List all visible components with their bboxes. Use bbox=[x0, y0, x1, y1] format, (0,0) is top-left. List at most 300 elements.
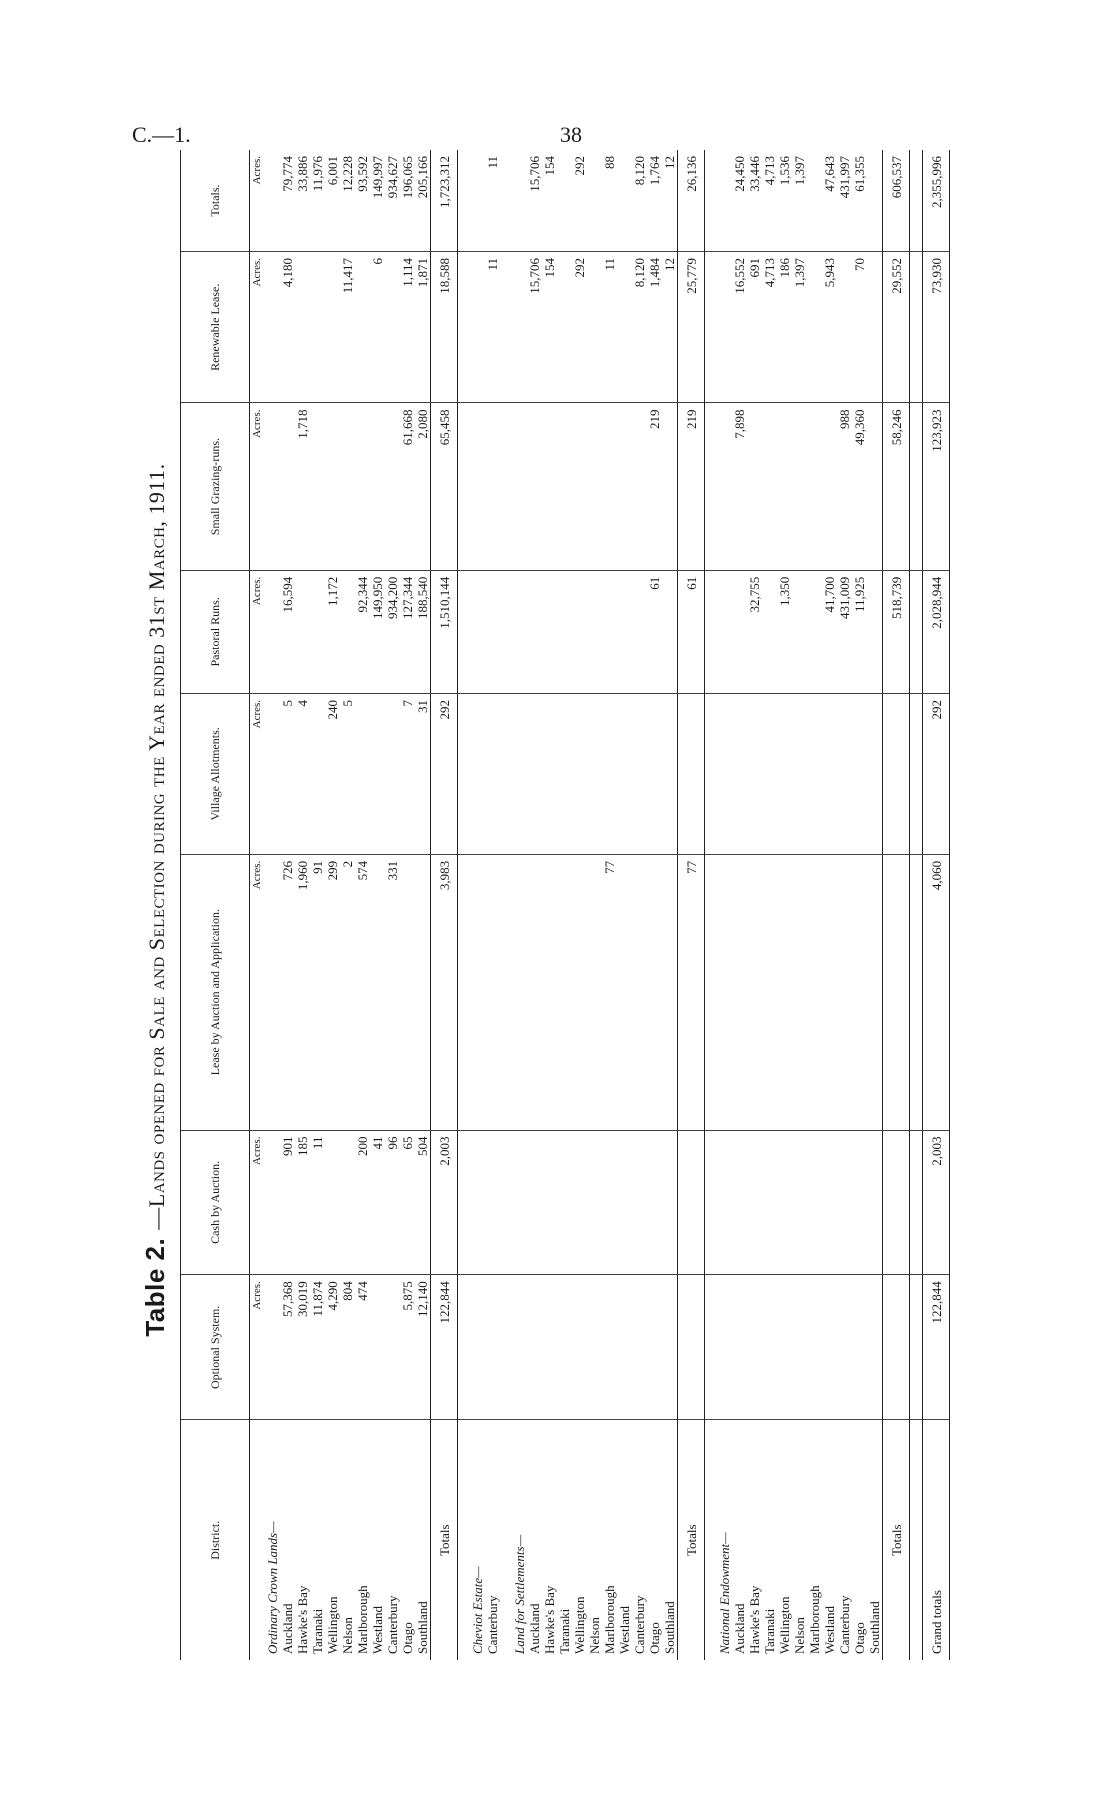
value-cell bbox=[572, 570, 587, 693]
value-cell bbox=[310, 693, 325, 854]
value-cell: 726 bbox=[280, 854, 295, 1130]
district-name: Marlborough bbox=[807, 1585, 822, 1654]
value-cell: 11,976 bbox=[310, 150, 325, 252]
value-cell: 2,080 bbox=[415, 403, 431, 570]
value-cell: 61,668 bbox=[400, 403, 415, 570]
value-cell bbox=[572, 1275, 587, 1420]
totals-value bbox=[678, 693, 705, 854]
value-cell: 474 bbox=[355, 1275, 370, 1420]
value-cell bbox=[792, 403, 807, 570]
district-name: Westland bbox=[617, 1605, 632, 1654]
grand-totals-label: Grand totals bbox=[923, 1420, 950, 1660]
grand-totals-value: 122,844 bbox=[923, 1275, 950, 1420]
value-cell: 16,552 bbox=[732, 252, 747, 403]
spacer-row bbox=[458, 150, 471, 1660]
value-cell bbox=[777, 1130, 792, 1275]
value-cell bbox=[747, 1130, 762, 1275]
value-cell: 12,228 bbox=[340, 150, 355, 252]
value-cell bbox=[340, 570, 355, 693]
empty-cell bbox=[458, 252, 471, 403]
column-header: Optional System. bbox=[181, 1275, 250, 1420]
table-row bbox=[807, 150, 822, 1660]
value-cell: 7 bbox=[400, 693, 415, 854]
district-name: Southland bbox=[415, 1601, 430, 1654]
value-cell: 186 bbox=[777, 252, 792, 403]
value-cell: 47,643 bbox=[822, 150, 837, 252]
value-cell bbox=[617, 1130, 632, 1275]
value-cell bbox=[557, 693, 572, 854]
header-row bbox=[181, 150, 250, 1660]
value-cell bbox=[837, 1130, 852, 1275]
value-cell bbox=[632, 403, 647, 570]
value-cell bbox=[542, 693, 557, 854]
units-label: Acres. bbox=[250, 403, 266, 570]
value-cell bbox=[602, 570, 617, 693]
empty-cell bbox=[265, 403, 280, 570]
totals-row bbox=[431, 150, 458, 1660]
empty-cell bbox=[470, 150, 485, 252]
district-name: Westland bbox=[822, 1605, 837, 1654]
value-cell: 6 bbox=[370, 252, 385, 403]
section-heading-row bbox=[717, 150, 732, 1660]
value-cell: 5,875 bbox=[400, 1275, 415, 1420]
value-cell: 1,397 bbox=[792, 252, 807, 403]
units-row bbox=[250, 150, 266, 1660]
value-cell bbox=[587, 150, 602, 252]
value-cell bbox=[807, 570, 822, 693]
value-cell bbox=[792, 854, 807, 1130]
column-header: Renewable Lease. bbox=[181, 252, 250, 403]
table-row bbox=[572, 150, 587, 1660]
value-cell: 1,960 bbox=[295, 854, 310, 1130]
value-cell: 219 bbox=[647, 403, 662, 570]
table-row bbox=[587, 150, 602, 1660]
value-cell bbox=[617, 570, 632, 693]
table-row bbox=[370, 150, 385, 1660]
value-cell bbox=[662, 1130, 678, 1275]
empty-cell bbox=[512, 1275, 527, 1420]
value-cell: 691 bbox=[747, 252, 762, 403]
district-name: Taranaki bbox=[557, 1608, 572, 1654]
empty-cell bbox=[512, 693, 527, 854]
value-cell bbox=[295, 252, 310, 403]
value-cell bbox=[762, 570, 777, 693]
empty-cell bbox=[705, 1275, 718, 1420]
value-cell bbox=[632, 570, 647, 693]
value-cell bbox=[852, 1130, 867, 1275]
value-cell bbox=[867, 150, 883, 252]
value-cell bbox=[340, 403, 355, 570]
table-title bbox=[140, 160, 180, 1640]
empty-cell bbox=[470, 252, 485, 403]
empty-cell bbox=[265, 854, 280, 1130]
value-cell bbox=[310, 570, 325, 693]
empty-cell bbox=[910, 570, 923, 693]
table-row bbox=[385, 150, 400, 1660]
value-cell bbox=[485, 1275, 500, 1420]
empty-cell bbox=[500, 1275, 512, 1420]
totals-value: 29,552 bbox=[883, 252, 910, 403]
totals-value: 1,510,144 bbox=[431, 570, 458, 693]
empty-cell bbox=[470, 693, 485, 854]
totals-value: 77 bbox=[678, 854, 705, 1130]
value-cell: 11,925 bbox=[852, 570, 867, 693]
table-row bbox=[837, 150, 852, 1660]
section-heading-row bbox=[265, 150, 280, 1660]
value-cell: 15,706 bbox=[527, 252, 542, 403]
value-cell bbox=[295, 570, 310, 693]
value-cell: 149,997 bbox=[370, 150, 385, 252]
totals-value: 292 bbox=[431, 693, 458, 854]
value-cell bbox=[587, 252, 602, 403]
value-cell: 31 bbox=[415, 693, 431, 854]
value-cell bbox=[807, 150, 822, 252]
empty-cell bbox=[500, 570, 512, 693]
empty-cell bbox=[470, 854, 485, 1130]
value-cell bbox=[792, 1130, 807, 1275]
value-cell bbox=[807, 1130, 822, 1275]
empty-cell bbox=[265, 570, 280, 693]
district-name: Wellington bbox=[325, 1596, 340, 1654]
empty-cell bbox=[717, 693, 732, 854]
value-cell: 431,997 bbox=[837, 150, 852, 252]
value-cell: 5 bbox=[280, 693, 295, 854]
empty-cell bbox=[470, 570, 485, 693]
value-cell bbox=[867, 570, 883, 693]
table-row bbox=[602, 150, 617, 1660]
value-cell bbox=[617, 1275, 632, 1420]
value-cell bbox=[485, 693, 500, 854]
totals-label: Totals bbox=[678, 1420, 705, 1660]
value-cell bbox=[385, 693, 400, 854]
value-cell bbox=[662, 854, 678, 1130]
district-name: Southland bbox=[867, 1601, 882, 1654]
value-cell bbox=[732, 1130, 747, 1275]
district-name: Otago bbox=[647, 1622, 662, 1654]
table-row bbox=[852, 150, 867, 1660]
totals-label: Totals bbox=[431, 1420, 458, 1660]
units-label: Acres. bbox=[250, 570, 266, 693]
totals-value: 122,844 bbox=[431, 1275, 458, 1420]
value-cell bbox=[617, 403, 632, 570]
value-cell: 1,484 bbox=[647, 252, 662, 403]
value-cell: 30,019 bbox=[295, 1275, 310, 1420]
district-name: Taranaki bbox=[762, 1608, 777, 1654]
empty-cell bbox=[910, 1275, 923, 1420]
value-cell: 331 bbox=[385, 854, 400, 1130]
value-cell: 4,290 bbox=[325, 1275, 340, 1420]
spacer-row bbox=[705, 150, 718, 1660]
empty-cell bbox=[705, 693, 718, 854]
value-cell bbox=[807, 403, 822, 570]
empty-cell bbox=[458, 403, 471, 570]
value-cell bbox=[557, 570, 572, 693]
value-cell: 1,718 bbox=[295, 403, 310, 570]
empty-cell bbox=[717, 1130, 732, 1275]
value-cell bbox=[385, 252, 400, 403]
empty-cell bbox=[910, 1130, 923, 1275]
empty-cell bbox=[717, 403, 732, 570]
value-cell bbox=[415, 854, 431, 1130]
value-cell bbox=[587, 854, 602, 1130]
value-cell: 57,368 bbox=[280, 1275, 295, 1420]
value-cell bbox=[527, 1130, 542, 1275]
totals-value bbox=[883, 693, 910, 854]
grand-totals-value: 2,355,996 bbox=[923, 150, 950, 252]
value-cell bbox=[867, 1130, 883, 1275]
value-cell: 292 bbox=[572, 252, 587, 403]
value-cell: 33,886 bbox=[295, 150, 310, 252]
value-cell bbox=[542, 570, 557, 693]
totals-value: 219 bbox=[678, 403, 705, 570]
value-cell bbox=[822, 1130, 837, 1275]
page-reference: C.—1. bbox=[132, 122, 191, 147]
section-heading: Cheviot Estate— bbox=[470, 1566, 485, 1654]
totals-row bbox=[883, 150, 910, 1660]
value-cell bbox=[852, 693, 867, 854]
empty-cell bbox=[512, 570, 527, 693]
district-name: Canterbury bbox=[385, 1595, 400, 1654]
value-cell bbox=[807, 854, 822, 1130]
value-cell bbox=[792, 693, 807, 854]
district-name: Canterbury bbox=[837, 1595, 852, 1654]
grand-totals-value: 123,923 bbox=[923, 403, 950, 570]
table-row bbox=[822, 150, 837, 1660]
value-cell bbox=[747, 403, 762, 570]
value-cell bbox=[485, 854, 500, 1130]
column-header: Totals. bbox=[181, 150, 250, 252]
value-cell: 292 bbox=[572, 150, 587, 252]
value-cell bbox=[602, 1275, 617, 1420]
district-name: Nelson bbox=[340, 1617, 355, 1654]
value-cell bbox=[370, 403, 385, 570]
value-cell bbox=[355, 252, 370, 403]
district-name: Nelson bbox=[587, 1617, 602, 1654]
value-cell bbox=[370, 693, 385, 854]
district-name: Canterbury bbox=[485, 1595, 500, 1654]
value-cell bbox=[385, 403, 400, 570]
value-cell bbox=[662, 403, 678, 570]
empty-cell bbox=[458, 854, 471, 1130]
empty-cell bbox=[512, 252, 527, 403]
table-description: —Lands opened for Sale and Selection during the Year ended 31st March, 1911. bbox=[144, 463, 169, 1230]
value-cell: 12 bbox=[662, 150, 678, 252]
table-row bbox=[340, 150, 355, 1660]
totals-value: 65,458 bbox=[431, 403, 458, 570]
units-label: Acres. bbox=[250, 1275, 266, 1420]
empty-cell bbox=[910, 854, 923, 1130]
grand-totals-value: 292 bbox=[923, 693, 950, 854]
table-row bbox=[280, 150, 295, 1660]
empty-cell bbox=[910, 252, 923, 403]
value-cell bbox=[557, 403, 572, 570]
empty-cell bbox=[910, 1420, 923, 1660]
value-cell bbox=[587, 693, 602, 854]
value-cell: 65 bbox=[400, 1130, 415, 1275]
value-cell: 1,871 bbox=[415, 252, 431, 403]
value-cell bbox=[325, 252, 340, 403]
totals-value: 3,983 bbox=[431, 854, 458, 1130]
table-row bbox=[415, 150, 431, 1660]
district-name: Marlborough bbox=[602, 1585, 617, 1654]
empty-cell bbox=[500, 693, 512, 854]
column-header: Village Allotments. bbox=[181, 693, 250, 854]
totals-value: 61 bbox=[678, 570, 705, 693]
table-row bbox=[325, 150, 340, 1660]
value-cell: 5 bbox=[340, 693, 355, 854]
value-cell: 11 bbox=[602, 252, 617, 403]
value-cell: 12,140 bbox=[415, 1275, 431, 1420]
value-cell bbox=[647, 693, 662, 854]
value-cell bbox=[732, 854, 747, 1130]
empty-cell bbox=[470, 1275, 485, 1420]
empty-cell bbox=[705, 570, 718, 693]
district-name: Hawke's Bay bbox=[542, 1585, 557, 1654]
value-cell: 1,350 bbox=[777, 570, 792, 693]
totals-row bbox=[678, 150, 705, 1660]
units-label: Acres. bbox=[250, 252, 266, 403]
value-cell bbox=[385, 1275, 400, 1420]
empty-cell bbox=[705, 854, 718, 1130]
empty-cell bbox=[910, 693, 923, 854]
value-cell bbox=[822, 854, 837, 1130]
value-cell bbox=[325, 1130, 340, 1275]
value-cell: 188,540 bbox=[415, 570, 431, 693]
value-cell bbox=[632, 1275, 647, 1420]
value-cell bbox=[762, 693, 777, 854]
value-cell: 240 bbox=[325, 693, 340, 854]
totals-label: Totals bbox=[883, 1420, 910, 1660]
value-cell bbox=[310, 403, 325, 570]
district-name: Otago bbox=[400, 1622, 415, 1654]
column-header-district: District. bbox=[181, 1420, 250, 1660]
value-cell bbox=[485, 403, 500, 570]
value-cell: 205,166 bbox=[415, 150, 431, 252]
empty-cell bbox=[705, 150, 718, 252]
empty-cell bbox=[500, 150, 512, 252]
value-cell: 41,700 bbox=[822, 570, 837, 693]
empty-cell bbox=[265, 693, 280, 854]
totals-value: 606,537 bbox=[883, 150, 910, 252]
value-cell bbox=[662, 570, 678, 693]
table-body bbox=[250, 150, 950, 1660]
value-cell bbox=[310, 252, 325, 403]
value-cell bbox=[762, 1130, 777, 1275]
value-cell: 61 bbox=[647, 570, 662, 693]
value-cell: 79,774 bbox=[280, 150, 295, 252]
empty-cell bbox=[458, 570, 471, 693]
value-cell bbox=[822, 403, 837, 570]
district-name: Wellington bbox=[572, 1596, 587, 1654]
district-name: Auckland bbox=[732, 1603, 747, 1654]
value-cell bbox=[587, 570, 602, 693]
value-cell: 61,355 bbox=[852, 150, 867, 252]
district-name: Hawke's Bay bbox=[295, 1585, 310, 1654]
district-name: Auckland bbox=[527, 1603, 542, 1654]
value-cell bbox=[542, 1275, 557, 1420]
section-heading-row bbox=[470, 150, 485, 1660]
table-row bbox=[762, 150, 777, 1660]
column-header: Small Grazing-runs. bbox=[181, 403, 250, 570]
value-cell bbox=[370, 1275, 385, 1420]
value-cell bbox=[662, 693, 678, 854]
value-cell bbox=[527, 570, 542, 693]
totals-value bbox=[883, 1130, 910, 1275]
value-cell: 196,065 bbox=[400, 150, 415, 252]
value-cell bbox=[837, 252, 852, 403]
value-cell bbox=[662, 1275, 678, 1420]
page-number: 38 bbox=[560, 122, 582, 147]
table-row bbox=[355, 150, 370, 1660]
value-cell bbox=[747, 854, 762, 1130]
units-spacer bbox=[250, 1420, 266, 1660]
value-cell bbox=[280, 403, 295, 570]
value-cell bbox=[807, 252, 822, 403]
value-cell bbox=[762, 403, 777, 570]
value-cell: 8,120 bbox=[632, 150, 647, 252]
value-cell: 11,874 bbox=[310, 1275, 325, 1420]
empty-cell bbox=[910, 150, 923, 252]
value-cell: 93,592 bbox=[355, 150, 370, 252]
totals-value bbox=[883, 1275, 910, 1420]
value-cell bbox=[792, 1275, 807, 1420]
empty-cell bbox=[458, 693, 471, 854]
empty-cell bbox=[500, 1130, 512, 1275]
value-cell: 33,446 bbox=[747, 150, 762, 252]
lands-table bbox=[180, 150, 950, 1660]
totals-value: 1,723,312 bbox=[431, 150, 458, 252]
value-cell bbox=[355, 693, 370, 854]
value-cell: 41 bbox=[370, 1130, 385, 1275]
value-cell bbox=[557, 1275, 572, 1420]
empty-cell bbox=[458, 1130, 471, 1275]
spacer-row bbox=[500, 150, 512, 1660]
value-cell bbox=[792, 570, 807, 693]
value-cell: 91 bbox=[310, 854, 325, 1130]
value-cell bbox=[527, 403, 542, 570]
empty-cell bbox=[458, 1275, 471, 1420]
value-cell bbox=[602, 1130, 617, 1275]
value-cell: 1,114 bbox=[400, 252, 415, 403]
rotated-table-block bbox=[140, 150, 1010, 1660]
grand-totals-value: 2,028,944 bbox=[923, 570, 950, 693]
table-row bbox=[310, 150, 325, 1660]
value-cell bbox=[732, 570, 747, 693]
value-cell bbox=[355, 403, 370, 570]
value-cell: 988 bbox=[837, 403, 852, 570]
value-cell bbox=[837, 693, 852, 854]
table-row bbox=[485, 150, 500, 1660]
value-cell bbox=[777, 854, 792, 1130]
value-cell: 49,360 bbox=[852, 403, 867, 570]
value-cell: 127,344 bbox=[400, 570, 415, 693]
empty-cell bbox=[458, 1420, 471, 1660]
value-cell bbox=[762, 1275, 777, 1420]
value-cell: 4 bbox=[295, 693, 310, 854]
empty-cell bbox=[500, 854, 512, 1130]
value-cell: 11 bbox=[485, 150, 500, 252]
table-row bbox=[777, 150, 792, 1660]
value-cell bbox=[647, 854, 662, 1130]
empty-cell bbox=[705, 1130, 718, 1275]
value-cell: 1,397 bbox=[792, 150, 807, 252]
value-cell bbox=[542, 1130, 557, 1275]
district-name: Wellington bbox=[777, 1596, 792, 1654]
value-cell: 88 bbox=[602, 150, 617, 252]
value-cell bbox=[747, 1275, 762, 1420]
totals-value: 2,003 bbox=[431, 1130, 458, 1275]
value-cell bbox=[572, 693, 587, 854]
